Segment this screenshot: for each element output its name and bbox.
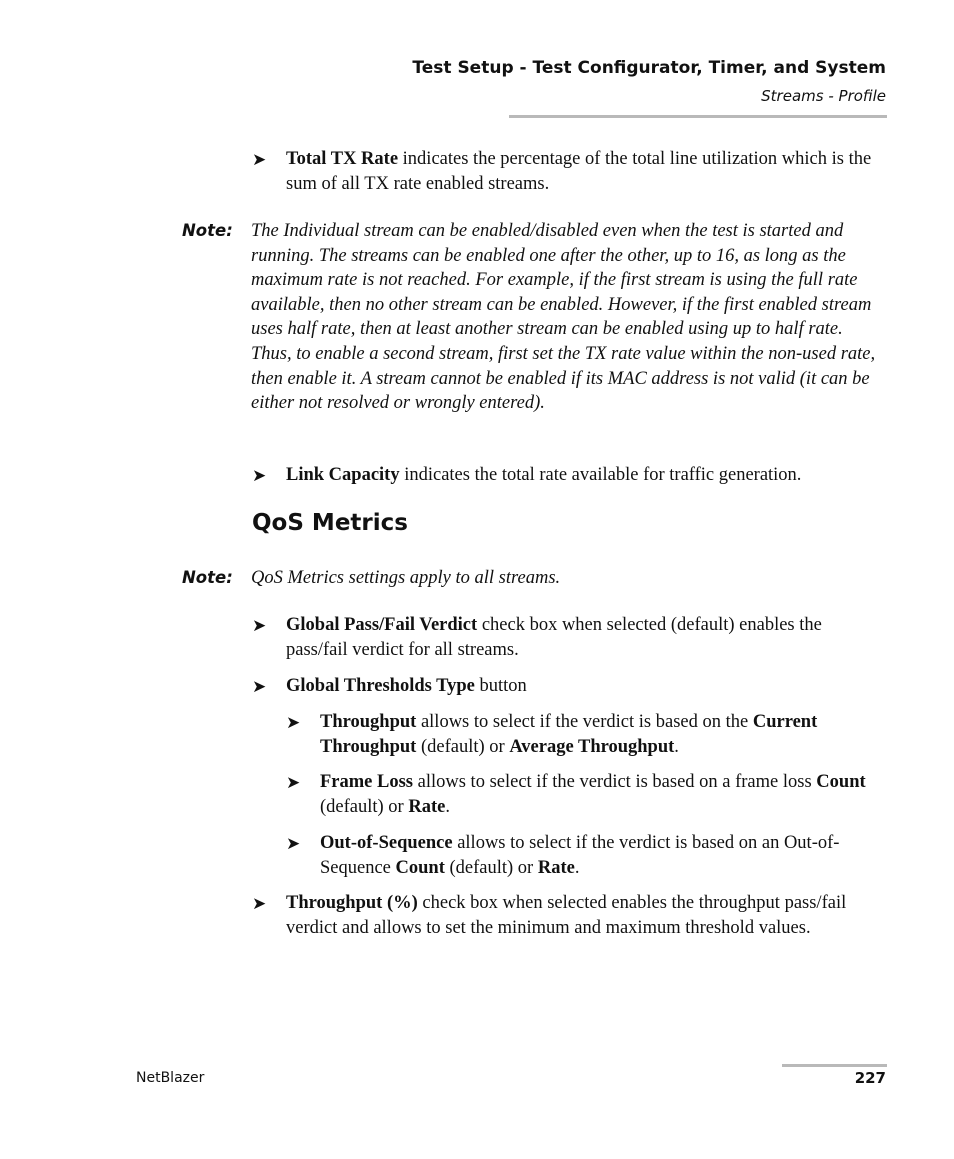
note-label: Note: bbox=[182, 568, 233, 587]
bullet-arrow-icon: ➤ bbox=[252, 466, 267, 486]
page-number: 227 bbox=[854, 1069, 886, 1087]
header-rule bbox=[509, 115, 887, 118]
sub-bullet-frame-loss bbox=[286, 770, 887, 820]
term: Global Thresholds Type bbox=[286, 676, 475, 696]
running-header-subtitle: Streams - Profile bbox=[761, 87, 886, 105]
note-qos-metrics bbox=[182, 566, 883, 591]
bullet-throughput-percent bbox=[252, 891, 887, 941]
sub-bullet-throughput bbox=[286, 710, 887, 760]
bullet-text: Global Pass/Fail Verdict check box when selected (default) enables the pass/fail verdict for all streams. bbox=[286, 615, 822, 660]
bullet-text: Throughput (%) check box when selected enables the throughput pass/fail verdict and allows to set the minimum and maximum threshold values. bbox=[286, 893, 847, 938]
bullet-arrow-icon: ➤ bbox=[286, 713, 301, 733]
bullet-arrow-icon: ➤ bbox=[286, 773, 301, 793]
term: Total TX Rate bbox=[286, 149, 399, 169]
sub-bullet-out-of-sequence bbox=[286, 831, 887, 881]
bullet-global-verdict bbox=[252, 613, 887, 663]
note-text: QoS Metrics settings apply to all streams. bbox=[251, 568, 561, 588]
note-text: The Individual stream can be enabled/disabled even when the test is started and running. The streams can be enabled one after the other, up to 16, as long as the maximum rate is not reached. For example, if the first stream is using the full rate available, then no other stream can be enabled. However, if the first enabled stream uses half rate, then at least another stream can be enabled using up to half rate. Thus, to enable a second stream, first set the TX rate value within the non-used rate, then enable it. A stream cannot be enabled if its MAC address is not valid (it can be either not resolved or wrongly entered). bbox=[251, 221, 876, 414]
bullet-arrow-icon: ➤ bbox=[252, 616, 267, 636]
bullet-text: Out-of-Sequence allows to select if the verdict is based on an Out-of-Sequence Count (default) or Rate. bbox=[320, 833, 840, 878]
bullet-text: Frame Loss allows to select if the verdict is based on a frame loss Count (default) or Rate. bbox=[320, 772, 866, 817]
section-heading: QoS Metrics bbox=[252, 510, 408, 536]
bullet-arrow-icon: ➤ bbox=[252, 677, 267, 697]
bullet-text: Total TX Rate indicates the percentage of the total line utilization which is the sum of all TX rate enabled streams. bbox=[286, 149, 872, 194]
bullet-text: Throughput allows to select if the verdict is based on the Current Throughput (default) or Average Throughput. bbox=[320, 712, 818, 757]
bullet-arrow-icon: ➤ bbox=[252, 150, 267, 170]
running-header-title: Test Setup - Test Configurator, Timer, and System bbox=[412, 58, 886, 78]
note-stream-enable bbox=[182, 219, 883, 416]
term: Global Pass/Fail Verdict bbox=[286, 615, 478, 635]
footer-rule bbox=[782, 1064, 887, 1067]
bullet-text: Global Thresholds Type button bbox=[286, 676, 527, 696]
term: Link Capacity bbox=[286, 465, 400, 485]
term: Throughput (%) bbox=[286, 893, 418, 913]
bullet-total-tx-rate bbox=[252, 147, 887, 197]
footer-product-name: NetBlazer bbox=[136, 1070, 205, 1086]
bullet-arrow-icon: ➤ bbox=[286, 834, 301, 854]
bullet-text: Link Capacity indicates the total rate available for traffic generation. bbox=[286, 465, 802, 485]
note-label: Note: bbox=[182, 221, 233, 240]
bullet-arrow-icon: ➤ bbox=[252, 894, 267, 914]
bullet-global-thresholds bbox=[252, 674, 887, 700]
bullet-link-capacity bbox=[252, 463, 887, 489]
